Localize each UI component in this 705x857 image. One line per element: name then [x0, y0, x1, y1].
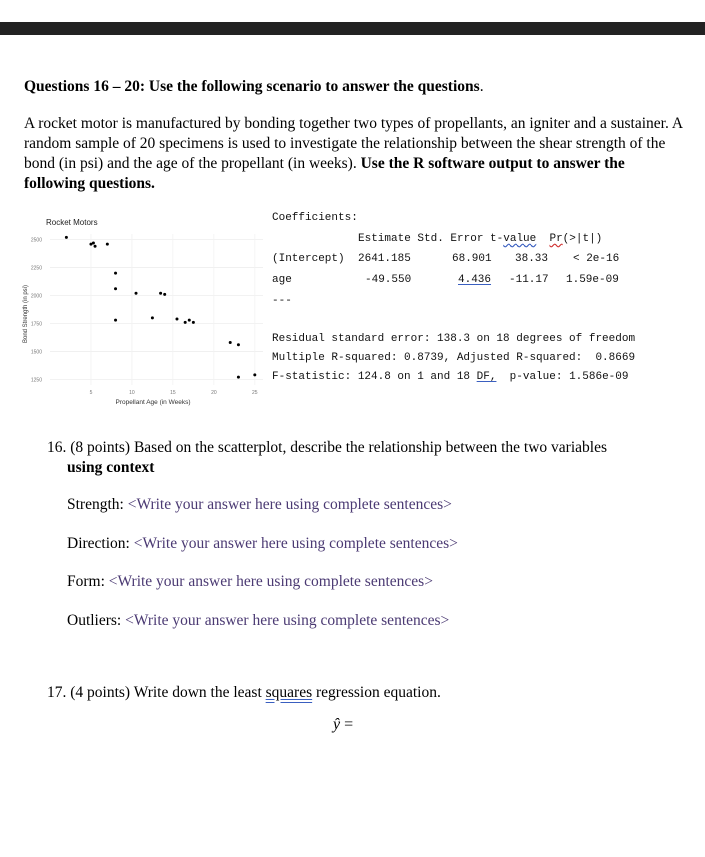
answer-direction[interactable]: [67, 535, 458, 553]
answer-form[interactable]: [67, 573, 433, 591]
intercept-stderr: 68.901: [452, 253, 492, 265]
f-statistic: [272, 371, 628, 383]
col-p-prefix: Pr: [549, 233, 563, 245]
data-point: [106, 243, 109, 246]
chart-title: Rocket Motors: [46, 218, 98, 227]
q17-post: regression equation.: [312, 684, 441, 701]
y-axis-label: Bond Strength (in psi): [23, 284, 29, 344]
data-point: [114, 272, 117, 275]
age-estimate: -49.550: [365, 274, 412, 286]
data-point: [159, 292, 162, 295]
coef-column-headers: [358, 233, 602, 245]
scenario-paragraph: [24, 114, 684, 194]
intercept-name: (Intercept): [272, 253, 345, 265]
scatterplot-svg: [18, 214, 268, 414]
data-point: [92, 241, 95, 244]
x-tick-label: 25: [252, 390, 258, 396]
data-point: [237, 376, 240, 379]
heading-bold: Questions 16 – 20: Use the following scenario to answer the questions: [24, 78, 480, 95]
data-point: [94, 245, 97, 248]
y-tick-label: 1500: [30, 349, 42, 356]
age-name: age: [272, 274, 292, 286]
y-tick-label: 2000: [30, 293, 42, 300]
separator: ---: [272, 295, 292, 307]
question-16: [47, 438, 677, 478]
answer-form-label: Form:: [67, 573, 105, 590]
y-tick-label: 1750: [30, 321, 42, 328]
intercept-estimate: 2641.185: [358, 253, 411, 265]
x-axis-label: Propellant Age (in Weeks): [115, 399, 191, 406]
heading-rest: .: [479, 78, 484, 95]
regression-equation-field[interactable]: [333, 716, 353, 734]
x-tick-label: 5: [89, 390, 93, 396]
age-stderr: 4.436: [458, 274, 492, 286]
answer-outliers-placeholder[interactable]: <Write your answer here using complete sentences>: [125, 612, 450, 629]
answer-direction-placeholder[interactable]: <Write your answer here using complete sentences>: [133, 535, 458, 552]
col-t-word: value: [503, 233, 537, 245]
y-tick-label: 2500: [30, 237, 42, 244]
coefficients-header: Coefficients:: [272, 212, 358, 224]
fstat-df: DF,: [476, 371, 497, 383]
x-tick-label: 10: [129, 390, 135, 396]
y-tick-label: 2250: [30, 265, 42, 272]
q17-pre: 17. (4 points) Write down the least: [47, 684, 266, 701]
age-t: -11.17: [509, 274, 549, 286]
r-squared: Multiple R-squared: 0.8739, Adjusted R-squared: 0.8669: [272, 352, 636, 364]
data-point: [237, 343, 240, 346]
answer-form-placeholder[interactable]: <Write your answer here using complete sentences>: [108, 573, 433, 590]
data-point: [163, 293, 166, 296]
data-point: [229, 341, 232, 344]
data-point: [253, 373, 256, 376]
fstat-pre: F-statistic: 124.8 on 1 and 18: [272, 371, 477, 383]
age-p: 1.59e-09: [566, 274, 619, 286]
col-stderr: Std. Error: [417, 233, 484, 245]
answer-direction-label: Direction:: [67, 535, 130, 552]
section-heading: [24, 78, 484, 96]
intercept-p: < 2e-16: [573, 253, 620, 265]
fstat-post: p-value: 1.586e-09: [496, 371, 629, 383]
data-point: [114, 287, 117, 290]
residual-std-error: Residual standard error: 138.3 on 18 degrees of freedom: [272, 333, 636, 345]
data-point: [135, 292, 138, 295]
data-point: [188, 319, 191, 322]
scenario-text: A rocket motor is manufactured by bonding together two types of propellants, an igniter and a sustainer. A random sample of 20 specimens is used to investigate the relationship between the shear strength of the bond (in psi) and the age of the propellant (in weeks).: [24, 115, 683, 172]
data-point: [184, 321, 187, 324]
answer-outliers[interactable]: [67, 612, 449, 630]
col-t-prefix: t-: [490, 233, 504, 245]
yhat-equals: =: [340, 716, 354, 733]
answer-strength-placeholder[interactable]: <Write your answer here using complete sentences>: [127, 496, 452, 513]
q17-word: squares: [265, 684, 313, 701]
scatterplot: [18, 214, 268, 414]
intercept-t: 38.33: [515, 253, 549, 265]
data-point: [192, 321, 195, 324]
data-point: [175, 318, 178, 321]
data-point: [151, 316, 154, 319]
y-tick-label: 1250: [30, 377, 42, 384]
answer-strength[interactable]: [67, 496, 452, 514]
data-point: [65, 236, 68, 239]
q16-bold: using context: [67, 459, 155, 476]
data-point: [114, 319, 117, 322]
q16-text: 16. (8 points) Based on the scatterplot, describe the relationship between the two variables: [47, 439, 607, 456]
x-tick-label: 20: [211, 390, 217, 396]
yhat-symbol: ŷ: [333, 716, 341, 733]
scenario-instruction: Use the R software output to answer the following questions.: [24, 155, 625, 192]
col-estimate: Estimate: [358, 233, 411, 245]
top-bar: [0, 22, 705, 35]
answer-strength-label: Strength:: [67, 496, 124, 513]
x-tick-label: 15: [170, 390, 176, 396]
answer-outliers-label: Outliers:: [67, 612, 122, 629]
question-17: [47, 683, 441, 703]
col-p-suffix: (>|t|): [562, 233, 603, 245]
